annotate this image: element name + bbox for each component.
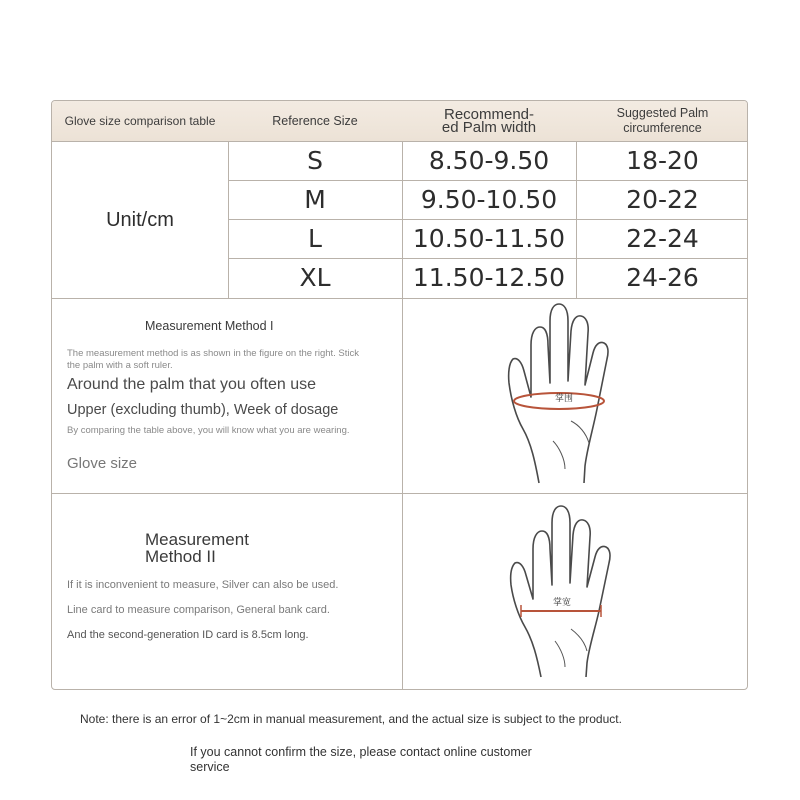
table-row [228, 258, 748, 297]
method2-line1: If it is inconvenient to measure, Silver can also be used. [67, 579, 339, 591]
palm-width-cell: 11.50-12.50 [412, 263, 566, 292]
table-row [228, 141, 748, 180]
palm-circumference-cell: 22-24 [626, 224, 699, 253]
hand-circumference-icon [507, 301, 617, 489]
method1-title: Measurement Method I [145, 319, 274, 333]
method1-line3: Glove size [67, 455, 138, 472]
unit-label: Unit/cm [106, 208, 174, 231]
method1-small-text-2: By comparing the table above, you will know what you are wearing. [67, 425, 350, 436]
method1-small-text: The measurement method is as shown in the figure on the right. Stick the palm with a soft ruler. [67, 348, 360, 371]
header-palm-width: Recommend- ed Palm width [441, 106, 537, 136]
hand-width-icon [507, 501, 617, 681]
size-cell: XL [299, 263, 331, 292]
header-table-title: Glove size comparison table [64, 114, 216, 128]
size-cell: L [308, 224, 322, 253]
palm-width-cell: 8.50-9.50 [428, 146, 550, 175]
method2-line3: And the second-generation ID card is 8.5cm long. [67, 629, 309, 641]
grid-line [52, 493, 748, 494]
header-palm-circumference: Suggested Palm circumference [616, 106, 709, 135]
method1-line1: Around the palm that you often use [67, 376, 317, 393]
method2-line2: Line card to measure comparison, General bank card. [67, 604, 330, 616]
note-contact: If you cannot confirm the size, please contact online customer service [190, 745, 532, 774]
size-cell: S [307, 146, 323, 175]
palm-circumference-cell: 20-22 [626, 185, 699, 214]
size-chart-frame [51, 100, 748, 690]
hand-circumference-label: 掌围 [555, 394, 574, 404]
table-row [228, 180, 748, 219]
palm-circumference-cell: 24-26 [626, 263, 699, 292]
size-cell: M [304, 185, 326, 214]
palm-width-cell: 9.50-10.50 [420, 185, 558, 214]
header-reference-size: Reference Size [272, 114, 358, 128]
table-header [52, 101, 747, 142]
note-error: Note: there is an error of 1~2cm in manual measurement, and the actual size is subject to the product. [80, 712, 622, 726]
palm-width-cell: 10.50-11.50 [412, 224, 566, 253]
method1-line2: Upper (excluding thumb), Week of dosage [67, 402, 339, 418]
palm-circumference-cell: 18-20 [626, 146, 699, 175]
hand-width-label: 掌宽 [553, 598, 572, 608]
table-row [228, 219, 748, 258]
method2-title: Measurement Method II [145, 530, 249, 566]
